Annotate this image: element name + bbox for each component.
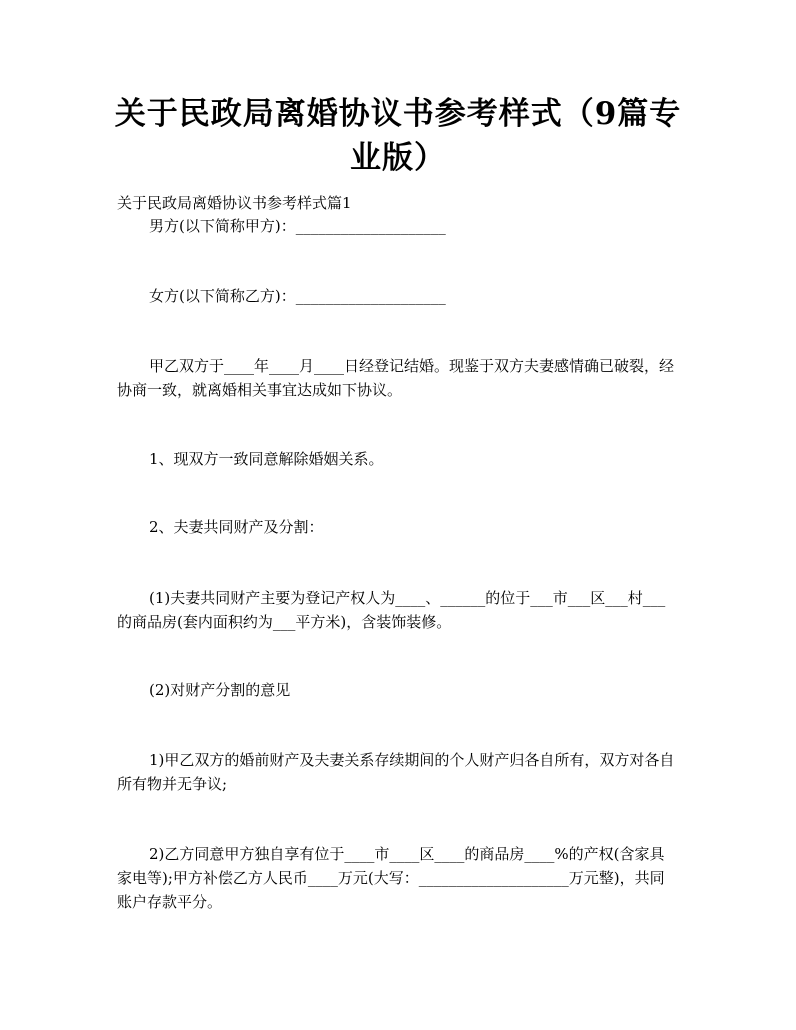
male-party-line: 男方(以下简称甲方)：____________________ — [149, 217, 446, 235]
clause-2-2-1-paragraph: 1)甲乙双方的婚前财产及夫妻关系存续期间的个人财产归各自所有，双方对各自所有物并无争议; — [117, 751, 675, 793]
clause-2-2-2-paragraph: 2)乙方同意甲方独自享有位于____市____区____的商品房____%的产权(含家具家电等);甲方补偿乙方人民币____万元(大写：____________________万元整)，共同账户存款平分。 — [117, 845, 665, 911]
female-party-line: 女方(以下简称乙方)：____________________ — [149, 287, 446, 305]
clause-1: 1、现双方一致同意解除婚姻关系。 — [149, 450, 384, 468]
clause-2-2: (2)对财产分割的意见 — [149, 681, 291, 699]
document-title: 关于民政局离婚协议书参考样式（9篇专业版） — [114, 96, 682, 176]
section-heading: 关于民政局离婚协议书参考样式篇1 — [117, 194, 352, 212]
clause-2: 2、夫妻共同财产及分割： — [149, 518, 324, 536]
clause-2-1-paragraph: (1)夫妻共同财产主要为登记产权人为____、______的位于___市___区___村___的商品房(套内面积约为___平方米)，含装饰装修。 — [117, 589, 666, 631]
marriage-statement-paragraph: 甲乙双方于____年____月____日经登记结婚。现鉴于双方夫妻感情确已破裂，经协商一致，就离婚相关事宜达成如下协议。 — [117, 357, 675, 399]
